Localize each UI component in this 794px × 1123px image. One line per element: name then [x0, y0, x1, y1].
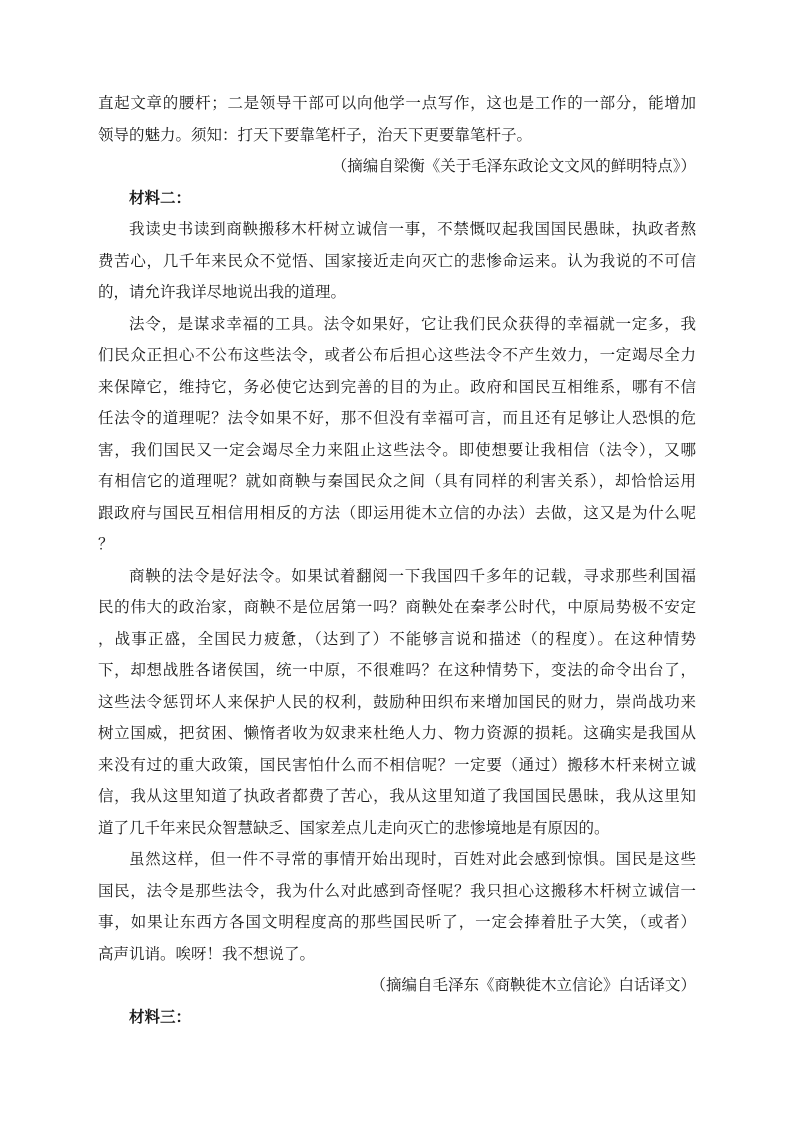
- text-line: 领导的魅力。须知：打天下要靠笔杆子，治天下更要靠笔杆子。: [98, 125, 533, 144]
- source-citation: （摘编自梁衡《关于毛泽东政论文文风的鲜明特点》）: [331, 157, 696, 175]
- text-line: 道了几千年来民众智慧缺乏、国家差点儿走向灭亡的悲惨境地是有原因的。: [98, 818, 610, 837]
- source-citation: （摘编自毛泽东《商鞅徙木立信论》白话译文）: [370, 976, 696, 994]
- text-line: 来保障它，维持它，务必使它达到完善的目的为止。政府和国民互相维系，哪有不信: [98, 377, 696, 396]
- text-line: 国民，法令是那些法令，我为什么对此感到奇怪呢？我只担心这搬移木杆树立诚信一: [98, 881, 696, 900]
- text-line: 民的伟大的政治家，商鞅不是位居第一吗？商鞅处在秦孝公时代，中原局势极不安定: [98, 598, 696, 616]
- text-line: 有相信它的道理呢？就如商鞅与秦国民众之间（具有同样的利害关系），却恰恰运用: [98, 472, 696, 490]
- paragraph-start: 虽然这样，但一件不寻常的事情开始出现时，百姓对此会感到惊惧。国民是这些: [129, 850, 696, 868]
- section-heading: 材料三：: [129, 1007, 192, 1026]
- text-line: 来没有过的重大政策，国民害怕什么而不相信呢？一定要（通过）搬移木杆来树立诚: [98, 755, 696, 774]
- paragraph-start: 法令，是谋求幸福的工具。法令如果好，它让我们民众获得的幸福就一定多，我: [129, 314, 696, 333]
- text-line: 事，如果让东西方各国文明程度高的那些国民听了，一定会捧着肚子大笑，（或者）: [98, 913, 696, 931]
- text-line: 害，我们国民又一定会竭尽全力来阻止这些法令。即使想要让我相信（法令），又哪: [98, 440, 696, 459]
- text-line: ？: [98, 535, 114, 553]
- text-line: ，战事正盛，全国民力疲惫，（达到了）不能够言说和描述（的程度）。在这种情势: [98, 629, 696, 648]
- text-line: 任法令的道理呢？法令如果不好，那不但没有幸福可言，而且还有足够让人恐惧的危: [98, 409, 696, 427]
- text-line: 们民众正担心不公布这些法令，或者公布后担心这些法令不产生效力，一定竭尽全力: [98, 346, 696, 364]
- paragraph-start: 我读史书读到商鞅搬移木杆树立诚信一事，不禁慨叹起我国国民愚昧，执政者熬: [129, 220, 696, 238]
- section-heading: 材料二：: [129, 188, 192, 207]
- text-line: 这些法令惩罚坏人来保护人民的权利，鼓励种田织布来增加国民的财力，崇尚战功来: [98, 692, 696, 711]
- text-line: 直起文章的腰杆；二是领导干部可以向他学一点写作，这也是工作的一部分，能增加: [98, 94, 696, 112]
- text-line: 的，请允许我详尽地说出我的道理。: [98, 283, 347, 301]
- text-line: 信，我从这里知道了执政者都费了苦心，我从这里知道了我国国民愚昧，我从这里知: [98, 787, 696, 805]
- document-page: [98, 88, 696, 1033]
- text-line: 下，却想战胜各诸侯国，统一中原，不很难吗？在这种情势下，变法的命令出台了，: [98, 661, 696, 679]
- text-line: 树立国威，把贫困、懒惰者收为奴隶来杜绝人力、物力资源的损耗。这确实是我国从: [98, 724, 696, 742]
- text-line: 费苦心，几千年来民众不觉悟、国家接近走向灭亡的悲惨命运来。认为我说的不可信: [98, 251, 696, 270]
- text-line: 跟政府与国民互相信用相反的方法（即运用徙木立信的办法）去做，这又是为什么呢: [98, 503, 696, 522]
- paragraph-start: 商鞅的法令是好法令。如果试着翻阅一下我国四千多年的记载，寻求那些利国福: [129, 566, 696, 585]
- text-line: 高声讥诮。唉呀！我不想说了。: [98, 944, 316, 963]
